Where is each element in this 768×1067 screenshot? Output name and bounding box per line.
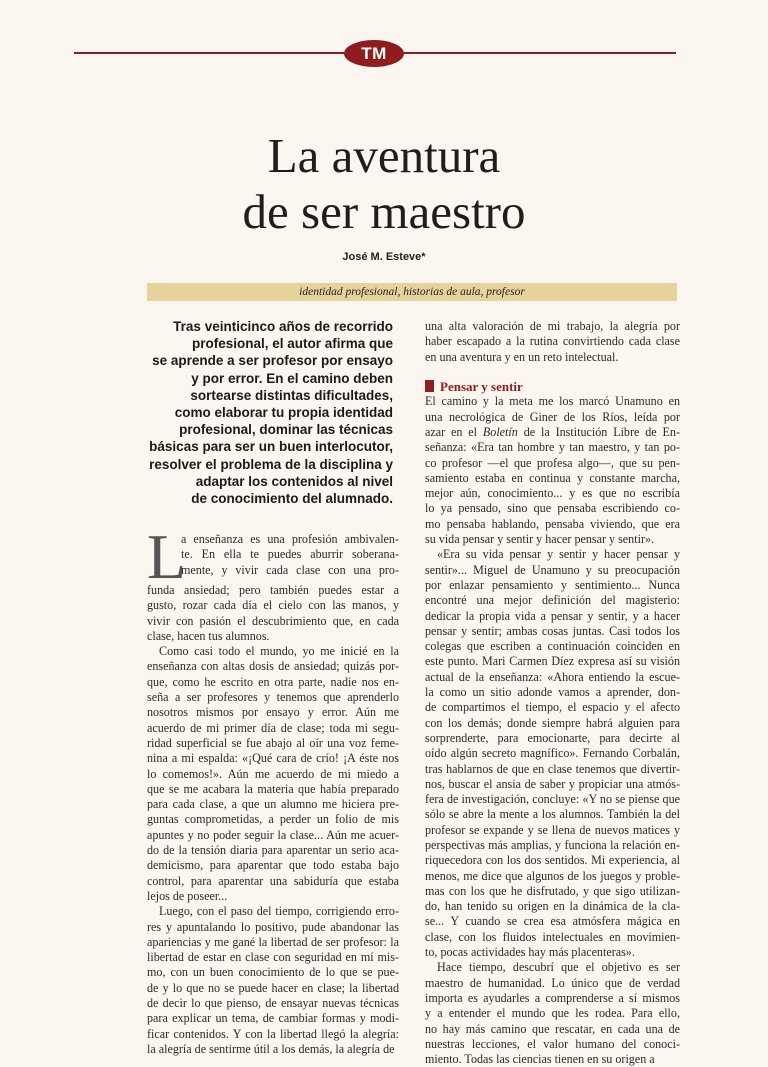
body-line: pensar y sentir; ambas cosas juntas. Casi todos los <box>425 623 680 638</box>
body-line: acuerdo de mi primer día de clase; toda mi segu- <box>147 720 399 735</box>
body-line: una alta valoración de mi trabajo, la alegría por <box>425 319 680 333</box>
body-line: demicismo, para aparentar que todo estaba bajo <box>147 858 399 873</box>
body-line: mo pensaba hablando, pensaba viviendo, que era <box>425 516 680 531</box>
body-line: mo, con un buen conocimiento de lo que se pue- <box>147 965 399 980</box>
italic-title: Boletín <box>482 424 518 439</box>
body-line: para cada clase, a que un alumno me hiciera pre- <box>147 797 399 812</box>
body-line: de compartimos el tiempo, el espacio y el afecto <box>425 700 680 715</box>
title-line: La aventura <box>267 128 501 183</box>
header-rule-left <box>74 52 344 54</box>
header-rule-right <box>404 52 676 54</box>
abstract-line: profesional, dominar las técnicas <box>179 422 393 438</box>
body-line: oído algún secreto magnífico». Fernando Corbalán, <box>425 746 680 761</box>
right-intro <box>425 319 680 365</box>
body-line: miento. Todas las ciencias tienen en su origen a <box>425 1052 655 1067</box>
keywords-bar: identidad profesional, historias de aula, profesor <box>147 283 677 301</box>
body-line: mejor aún, conocimiento... y es que no escribía <box>425 486 680 501</box>
body-line: do de la tensión diaria para aparentar un serio aca- <box>147 843 399 858</box>
body-line: apuntes y no poder seguir la clase... Aún me acuer- <box>147 827 399 842</box>
body-line: co profesor —el que profesa algo—, que su pen- <box>425 455 680 470</box>
abstract-line: resolver el problema de la disciplina y <box>149 456 393 472</box>
body-line: res y apuntalando lo positivo, pude abandonar las <box>147 919 399 934</box>
body-line: sólo se abre la mente a los alumnos. También la del <box>425 807 680 822</box>
body-line: gusto, rozar cada día el cielo con las manos, y <box>147 598 399 613</box>
body-line: Hace tiempo, descubrí que el objetivo es ser <box>437 960 680 975</box>
body-line: no hay más camino que rescatar, en cada una de <box>425 1021 680 1036</box>
abstract-line: básicas para ser un buen interlocutor, <box>149 439 393 455</box>
body-line: azar en el Boletín de la Institución Libre de En- <box>425 424 680 439</box>
body-line: en una aventura y en un reto intelectual. <box>425 349 619 364</box>
body-line: dedicar la propia vida a pensar y sentir, y a hacer <box>425 608 680 623</box>
body-line: mente, y vivir cada clase con una pro- <box>181 562 399 577</box>
section-marker <box>425 380 434 392</box>
body-line: la alegría de sentirme útil a los demás, la alegría de <box>147 1041 395 1056</box>
right-body <box>425 394 680 1067</box>
body-line: tras hablarnos de que en clase tenemos que divertir- <box>425 761 680 776</box>
body-line: riquecedora con los dos sentidos. Mi experiencia, al <box>425 853 680 868</box>
body-line: perspectivas más amplias, y funciona la relación en- <box>425 838 680 852</box>
body-line: ficar contenidos. Y con la libertad llegó la alegría: <box>147 1026 399 1041</box>
right-column <box>425 319 680 1067</box>
dropcap-paragraph <box>147 532 399 583</box>
section-title: Pensar y sentir <box>440 378 523 394</box>
body-line: menos, me dice que algunos de los juegos y proble- <box>425 868 680 883</box>
body-line: apariencias y me gané la libertad de ser profesor: la <box>147 934 399 949</box>
body-line: clase, hacen tus alumnos. <box>147 628 270 643</box>
body-line: Como casi todo el mundo, yo me inicié en la <box>159 644 399 659</box>
body-line: sorprenderte, para emocionarte, para decirte al <box>425 730 680 745</box>
body-line: encontré una mejor definición del magisterio: <box>425 593 680 608</box>
body-line: lo ya pensado, sino que pensaba escribiendo co- <box>425 501 680 516</box>
body-line: libertad de estar en clase con seguridad en mí mis- <box>147 950 399 965</box>
body-line: haber escapado a la rutina convirtiendo cada clase <box>425 334 680 349</box>
abstract-line: se aprende a ser profesor por ensayo <box>152 353 393 369</box>
section-heading <box>425 379 680 395</box>
body-line: seña a ser profesores y tenemos que aprenderlo <box>147 690 399 705</box>
body-line: vivir con pasión el descubrimiento que, en cada <box>147 613 399 628</box>
abstract-line: profesional, el autor afirma que <box>191 336 393 352</box>
left-column <box>147 532 399 1057</box>
author-name: José M. Esteve* <box>342 251 426 263</box>
body-line: clase, con los fluidos intelectuales en movimien- <box>425 929 680 944</box>
body-line: nos, buscar el ansia de saber y propiciar una atmós- <box>425 776 680 791</box>
body-line: a enseñanza es una profesión ambivalen- <box>181 532 399 546</box>
body-line: El camino y la meta me los marcó Unamuno en <box>425 394 680 409</box>
body-line: y a entender el mundo que les rodea. Para ello, <box>425 1006 680 1021</box>
body-line: maestro de humanidad. Lo único que de verdad <box>425 975 680 990</box>
title-line: de ser maestro <box>242 184 526 239</box>
body-line: lo comemos!». Aún me acuerdo de mi miedo a <box>147 766 399 781</box>
body-line: ridad superficial se fue abajo al oír una voz feme- <box>147 735 399 750</box>
abstract <box>118 318 393 507</box>
body-line: enseñanza con altas dosis de ansiedad; quizás por- <box>147 659 399 674</box>
body-line: «Era su vida pensar y sentir y hacer pensar y <box>437 547 680 562</box>
body-line: la como un sitio adonde vamos a aprender, don- <box>425 685 680 700</box>
tm-logo: TM <box>344 40 404 67</box>
body-line: guntas comprometidas, a perder un folio de mis <box>147 812 399 827</box>
body-line: una necrológica de Giner de los Ríos, leída por <box>425 409 680 424</box>
body-line: samiento estaba en continua y constante marcha, <box>425 470 680 485</box>
body-line: Luego, con el paso del tiempo, corrigiendo erro- <box>159 904 399 919</box>
abstract-line: y por error. En el camino deben <box>191 370 393 386</box>
body-line: por enlazar pensamiento y sentimiento... Nunca <box>425 577 680 592</box>
body-line: se... Y cuando se crea esa atmósfera mágica en <box>425 914 680 929</box>
abstract-line: adaptar los contenidos al nivel <box>195 473 393 489</box>
abstract-line: como elaborar tu propia identidad <box>174 405 393 421</box>
body-line: profesor se expande y se llena de nuevos matices y <box>425 822 680 837</box>
body-line: te. En ella te puedes aburrir soberana- <box>181 547 399 562</box>
body-line: nina a mi espalda: «¡Qué cara de crío! ¡A éste nos <box>147 751 399 766</box>
abstract-line: Tras veinticinco años de recorrido <box>173 319 393 334</box>
body-line: señanza: «Era tan hombre y tan maestro, y tan po- <box>425 440 680 455</box>
body-line: fera de investigación, concluye: «Y no se piense que <box>425 792 680 807</box>
left-body <box>147 583 399 1057</box>
body-line: para explicar un tema, de cambiar formas y modi- <box>147 1011 399 1026</box>
body-line: de y lo que no se puede hacer en clase; la libertad <box>147 980 399 995</box>
body-line: su vida pensar y sentir y hacer pensar y sentir». <box>425 532 655 547</box>
body-line: este punto. Mari Carmen Díez expresa así su visión <box>425 654 680 669</box>
body-line: mas con los que he disfrutado, y que sigo utilizan- <box>425 883 680 898</box>
body-line: nuestras lecciones, el valor humano del conoci- <box>425 1036 680 1051</box>
body-line: lejos de poseer... <box>147 888 228 903</box>
body-line: importa es ayudarles a comprenderse a sí mismos <box>425 990 680 1005</box>
body-line: actual de la enseñanza: «Ahora entiendo la escue- <box>425 669 680 684</box>
abstract-line: de conocimiento del alumnado. <box>191 491 393 507</box>
body-line: nosotros mismos por ensayo y error. Aún me <box>147 705 399 720</box>
body-line: de decir lo que pienso, de ensayar nuevas técnicas <box>147 996 399 1011</box>
article-title <box>0 128 768 240</box>
body-line: sentir»... Miguel de Unamuno y su preocupación <box>425 562 680 577</box>
body-line: que, como he escrito en otra parte, nadie nos en- <box>147 674 399 689</box>
body-line: to, pocas actividades hay más placenteras». <box>425 945 635 960</box>
body-line: colegas que escriben a continuación coinciden en <box>425 639 680 654</box>
abstract-line: sortearse distintas dificultades, <box>190 387 393 403</box>
dropcap-letter: L <box>147 532 187 583</box>
body-line: con los demás; donde siempre habrá alguien para <box>425 715 680 730</box>
body-line: control, para aparentar una sabiduría que estaba <box>147 873 399 888</box>
body-line: funda ansiedad; pero también puedes estar a <box>147 583 399 597</box>
body-line: do, han tenido su origen en la dinámica de la cla- <box>425 899 680 914</box>
body-line: que se me acabara la materia que había preparado <box>147 781 399 796</box>
